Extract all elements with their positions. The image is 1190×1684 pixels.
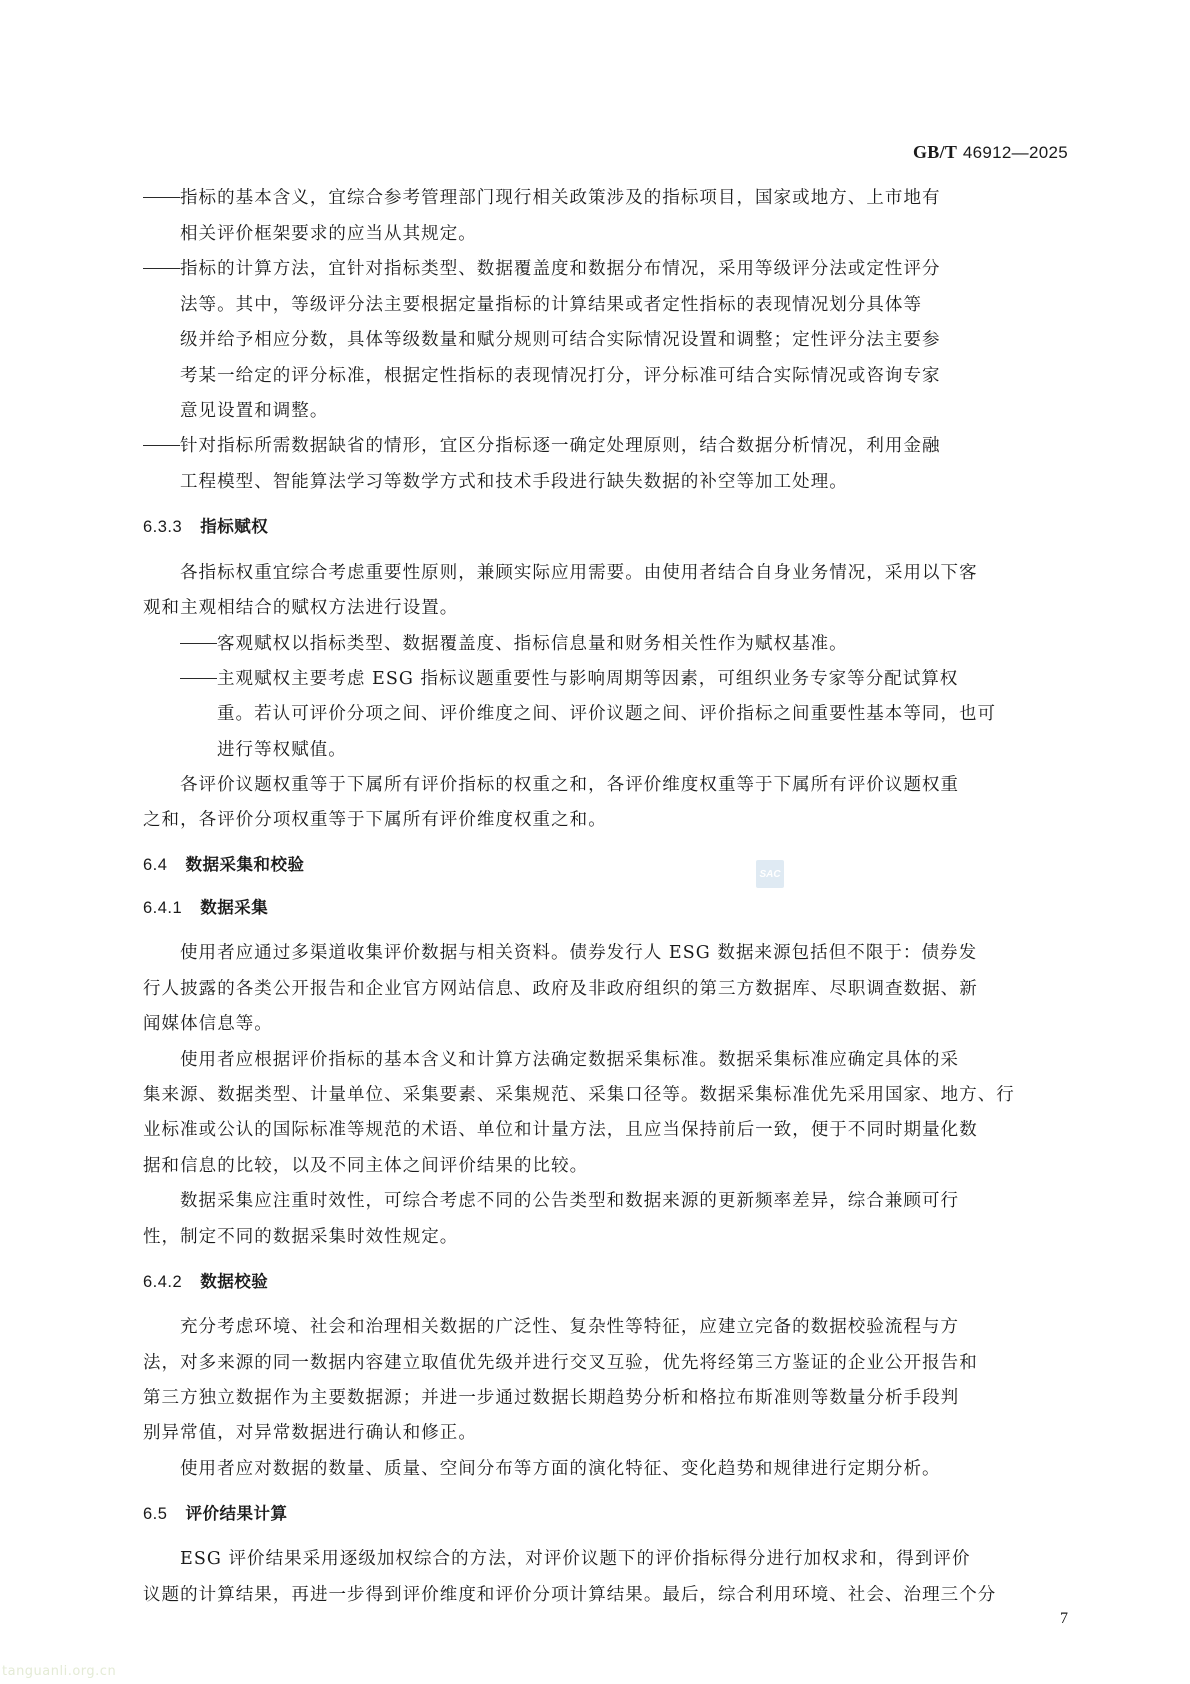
section-number: 6.4.2: [143, 1273, 183, 1291]
list-item-dash: [180, 667, 958, 691]
list-item-continuation: 级并给予相应分数，具体等级数量和赋分规则可结合实际情况设置和调整；定性评分法主要参: [180, 330, 941, 350]
paragraph: 数据采集应注重时效性，可综合考虑不同的公告类型和数据来源的更新频率差异，综合兼顾可行: [180, 1191, 960, 1211]
paragraph: 充分考虑环境、社会和治理相关数据的广泛性、复杂性等特征，应建立完备的数据校验流程与方: [180, 1317, 960, 1337]
section-heading-6-4-2: [143, 1270, 268, 1294]
list-item-continuation: 进行等权赋值。: [217, 740, 347, 760]
section-heading-6-4-1: [143, 896, 268, 920]
list-item-dash: [143, 434, 941, 458]
em-dash-bullet: [180, 643, 217, 644]
list-item-continuation: 考某一给定的评分标准，根据定性指标的表现情况打分，评分标准可结合实际情况或咨询专家: [180, 366, 941, 386]
section-title: 数据采集和校验: [185, 855, 305, 874]
section-title: 指标赋权: [200, 517, 269, 536]
paragraph: 使用者应对数据的数量、质量、空间分布等方面的演化特征、变化趋势和规律进行定期分析。: [180, 1459, 941, 1479]
paragraph-continuation: 别异常值，对异常数据进行确认和修正。: [143, 1423, 477, 1443]
paragraph: ESG 评价结果采用逐级加权综合的方法，对评价议题下的评价指标得分进行加权求和，得到评价: [180, 1549, 971, 1569]
section-number: 6.5: [143, 1505, 168, 1523]
section-number: 6.3.3: [143, 518, 183, 536]
section-number: 6.4.1: [143, 899, 183, 917]
paragraph-continuation: 业标准或公认的国际标准等规范的术语、单位和计量方法，且应当保持前后一致，便于不同时期量化数: [143, 1120, 978, 1140]
section-heading-6-4: [143, 853, 304, 877]
paragraph-continuation: 议题的计算结果，再进一步得到评价维度和评价分项计算结果。最后，综合利用环境、社会、治理三个分: [143, 1585, 997, 1605]
list-item-dash: [180, 632, 848, 656]
paragraph: 使用者应通过多渠道收集评价数据与相关资料。债券发行人 ESG 数据来源包括但不限于：债券发: [180, 943, 978, 963]
list-item-continuation: 相关评价框架要求的应当从其规定。: [180, 224, 477, 244]
section-title: 评价结果计算: [185, 1504, 288, 1523]
paragraph-continuation: 第三方独立数据作为主要数据源；并进一步通过数据长期趋势分析和格拉布斯准则等数量分析手段判: [143, 1388, 960, 1408]
paragraph-continuation: 闻媒体信息等。: [143, 1014, 273, 1034]
list-item-continuation: 工程模型、智能算法学习等数学方式和技术手段进行缺失数据的补空等加工处理。: [180, 472, 848, 492]
sac-watermark-logo: SAC: [756, 860, 784, 888]
section-heading-6-3-3: [143, 515, 268, 539]
list-item-text: 指标的基本含义，宜综合参考管理部门现行相关政策涉及的指标项目，国家或地方、上市地有: [180, 188, 941, 208]
list-item-continuation: 法等。其中，等级评分法主要根据定量指标的计算结果或者定性指标的表现情况划分具体等: [180, 295, 922, 315]
section-title: 数据校验: [200, 1272, 269, 1291]
page-number: 7: [1060, 1610, 1068, 1627]
standard-code: 46912—2025: [962, 143, 1068, 162]
em-dash-bullet: [180, 678, 217, 679]
paragraph-continuation: 据和信息的比较，以及不同主体之间评价结果的比较。: [143, 1156, 589, 1176]
paragraph-continuation: 集来源、数据类型、计量单位、采集要素、采集规范、采集口径等。数据采集标准优先采用国家、地方、行: [143, 1085, 1015, 1105]
list-item-dash: [143, 186, 941, 210]
paragraph: 使用者应根据评价指标的基本含义和计算方法确定数据采集标准。数据采集标准应确定具体的采: [180, 1050, 960, 1070]
section-number: 6.4: [143, 856, 168, 874]
em-dash-bullet: [143, 445, 180, 446]
site-watermark: tanguanli.org.cn: [2, 1664, 117, 1679]
paragraph: 各指标权重宜综合考虑重要性原则，兼顾实际应用需要。由使用者结合自身业务情况，采用以下客: [180, 563, 978, 583]
paragraph: 各评价议题权重等于下属所有评价指标的权重之和，各评价维度权重等于下属所有评价议题权重: [180, 775, 960, 795]
paragraph-continuation: 观和主观相结合的赋权方法进行设置。: [143, 598, 459, 618]
list-item-continuation: 意见设置和调整。: [180, 401, 329, 421]
list-item-continuation: 重。若认可评价分项之间、评价维度之间、评价议题之间、评价指标之间重要性基本等同，也可: [217, 704, 997, 724]
standard-prefix: GB/T: [912, 142, 958, 162]
paragraph-continuation: 法，对多来源的同一数据内容建立取值优先级并进行交叉互验，优先将经第三方鉴证的企业公开报告和: [143, 1353, 978, 1373]
list-item-text: 客观赋权以指标类型、数据覆盖度、指标信息量和财务相关性作为赋权基准。: [217, 634, 848, 654]
section-title: 数据采集: [200, 898, 269, 917]
em-dash-bullet: [143, 197, 180, 198]
paragraph-continuation: 之和，各评价分项权重等于下属所有评价维度权重之和。: [143, 810, 607, 830]
list-item-text: 针对指标所需数据缺省的情形，宜区分指标逐一确定处理原则，结合数据分析情况，利用金融: [180, 436, 941, 456]
paragraph-continuation: 性，制定不同的数据采集时效性规定。: [143, 1227, 459, 1247]
standard-number-header: [913, 142, 1068, 163]
section-heading-6-5: [143, 1502, 287, 1526]
list-item-text: 主观赋权主要考虑 ESG 指标议题重要性与影响周期等因素，可组织业务专家等分配试算权: [217, 669, 959, 689]
em-dash-bullet: [143, 268, 180, 269]
list-item-text: 指标的计算方法，宜针对指标类型、数据覆盖度和数据分布情况，采用等级评分法或定性评分: [180, 259, 941, 279]
paragraph-continuation: 行人披露的各类公开报告和企业官方网站信息、政府及非政府组织的第三方数据库、尽职调查数据、新: [143, 979, 978, 999]
list-item-dash: [143, 257, 941, 281]
